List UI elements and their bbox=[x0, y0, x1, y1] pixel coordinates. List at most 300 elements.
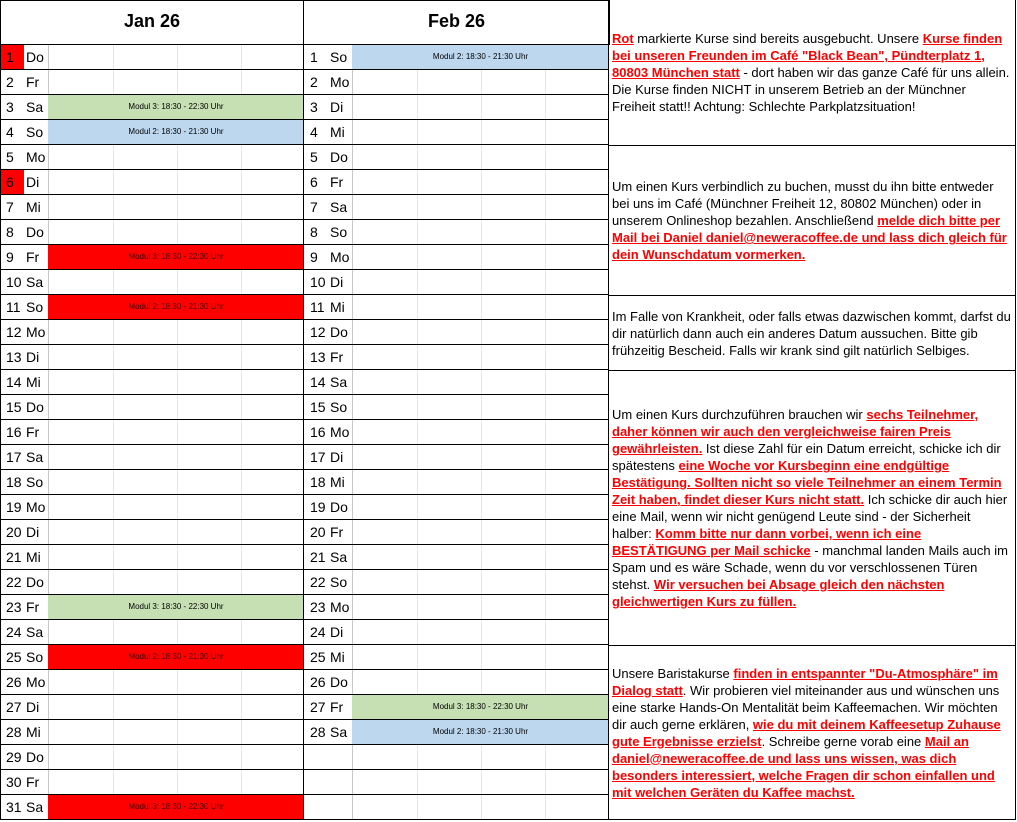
day-row bbox=[0, 195, 304, 220]
course-event[interactable]: Modul 3: 18:30 - 22:30 Uhr bbox=[48, 245, 304, 269]
cell-gridline bbox=[177, 770, 178, 794]
cell-gridline bbox=[177, 370, 178, 394]
day-row bbox=[0, 295, 304, 320]
day-number: 12 bbox=[6, 324, 22, 340]
weekday-label: So bbox=[26, 474, 44, 490]
weekday-label: Mo bbox=[330, 74, 350, 90]
weekday-label: Di bbox=[26, 349, 40, 365]
cell-gridline bbox=[417, 595, 418, 619]
cell-gridline bbox=[113, 445, 114, 469]
cell-gridline bbox=[481, 220, 482, 244]
cell-gridline bbox=[113, 220, 114, 244]
cell-gridline bbox=[241, 220, 242, 244]
cell-gridline bbox=[241, 395, 242, 419]
cell-gridline bbox=[481, 620, 482, 644]
day-cell bbox=[352, 745, 609, 769]
cell-gridline bbox=[417, 495, 418, 519]
day-row bbox=[304, 95, 609, 120]
weekday-label: So bbox=[26, 124, 44, 140]
day-cell bbox=[352, 545, 609, 569]
day-number: 26 bbox=[6, 674, 22, 690]
day-cell bbox=[48, 445, 304, 469]
weekday-label: Sa bbox=[330, 549, 348, 565]
day-number: 12 bbox=[310, 324, 326, 340]
cell-gridline bbox=[241, 70, 242, 94]
day-row bbox=[0, 395, 304, 420]
cell-gridline bbox=[241, 270, 242, 294]
weekday-label: Sa bbox=[26, 274, 44, 290]
day-number: 7 bbox=[310, 199, 318, 215]
day-cell bbox=[352, 370, 609, 394]
highlighted-text: Kurse finden bei unseren Freunden im Café "Black Bean", Pündterplatz 1, 80803 München statt bbox=[612, 31, 1003, 80]
weekday-label: Sa bbox=[330, 374, 348, 390]
cell-gridline bbox=[545, 620, 546, 644]
day-row bbox=[304, 345, 609, 370]
day-cell bbox=[352, 145, 609, 169]
weekday-label: Do bbox=[26, 749, 44, 765]
day-number: 17 bbox=[310, 449, 326, 465]
cell-gridline bbox=[177, 670, 178, 694]
day-row bbox=[0, 120, 304, 145]
weekday-label: Fr bbox=[330, 349, 344, 365]
body-text: Im Falle von Krankheit, oder falls etwas dazwischen kommt, darfst du dir natürlich dann auch ein anderes Datum aussuchen. Bitte gib frühzeitig Bescheid. Falls wir krank sind gilt natürlich Selbiges. bbox=[612, 308, 1011, 358]
cell-gridline bbox=[545, 370, 546, 394]
day-number: 31 bbox=[6, 799, 22, 815]
cell-gridline bbox=[241, 445, 242, 469]
day-row bbox=[0, 745, 304, 770]
day-number: 27 bbox=[310, 699, 326, 715]
day-row bbox=[304, 745, 609, 770]
weekday-label: Do bbox=[330, 499, 348, 515]
day-row bbox=[304, 170, 609, 195]
cell-gridline bbox=[113, 520, 114, 544]
cell-gridline bbox=[417, 320, 418, 344]
cell-gridline bbox=[545, 670, 546, 694]
cell-gridline bbox=[241, 420, 242, 444]
day-number: 3 bbox=[6, 99, 14, 115]
day-cell bbox=[48, 695, 304, 719]
day-number: 25 bbox=[6, 649, 22, 665]
month-title: Jan 26 bbox=[123, 11, 181, 31]
day-cell bbox=[352, 470, 609, 494]
day-cell bbox=[352, 420, 609, 444]
day-row bbox=[304, 370, 609, 395]
cell-gridline bbox=[113, 270, 114, 294]
day-number: 21 bbox=[310, 549, 326, 565]
course-event[interactable]: Modul 2: 18:30 - 21:30 Uhr bbox=[48, 120, 304, 144]
day-cell bbox=[48, 670, 304, 694]
weekday-label: Do bbox=[26, 224, 44, 240]
weekday-label: Fr bbox=[330, 174, 344, 190]
cell-gridline bbox=[177, 320, 178, 344]
cell-gridline bbox=[545, 120, 546, 144]
day-number: 10 bbox=[6, 274, 22, 290]
cell-gridline bbox=[481, 795, 482, 819]
cell-gridline bbox=[241, 570, 242, 594]
day-row bbox=[0, 270, 304, 295]
day-number: 14 bbox=[310, 374, 326, 390]
weekday-label: Di bbox=[330, 274, 344, 290]
cell-gridline bbox=[481, 95, 482, 119]
cell-gridline bbox=[177, 495, 178, 519]
info-text bbox=[612, 178, 1011, 263]
cell-gridline bbox=[113, 395, 114, 419]
cell-gridline bbox=[177, 620, 178, 644]
day-number: 18 bbox=[6, 474, 22, 490]
cell-gridline bbox=[113, 345, 114, 369]
cell-gridline bbox=[481, 345, 482, 369]
highlighted-text: Rot bbox=[612, 31, 634, 46]
weekday-label: So bbox=[26, 649, 44, 665]
day-row bbox=[304, 295, 609, 320]
month-header-feb bbox=[303, 0, 610, 45]
cell-gridline bbox=[417, 445, 418, 469]
day-row bbox=[0, 245, 304, 270]
cell-gridline bbox=[113, 420, 114, 444]
cell-gridline bbox=[177, 195, 178, 219]
day-number: 28 bbox=[6, 724, 22, 740]
cell-gridline bbox=[481, 745, 482, 769]
cell-gridline bbox=[417, 795, 418, 819]
cell-gridline bbox=[481, 195, 482, 219]
info-text bbox=[612, 665, 1011, 801]
cell-gridline bbox=[417, 345, 418, 369]
calendar-feb bbox=[304, 45, 609, 820]
info-block bbox=[609, 646, 1015, 820]
weekday-label: Sa bbox=[330, 724, 348, 740]
weekday-label: Di bbox=[330, 624, 344, 640]
cell-gridline bbox=[177, 570, 178, 594]
weekday-label: Do bbox=[26, 49, 44, 65]
cell-gridline bbox=[113, 70, 114, 94]
cell-gridline bbox=[113, 670, 114, 694]
day-number: 23 bbox=[6, 599, 22, 615]
course-event[interactable]: Modul 2: 18:30 - 21:30 Uhr bbox=[352, 45, 609, 69]
weekday-label: So bbox=[26, 299, 44, 315]
body-text: - manchmal landen Mails auch im Spam und es wäre Schade, wenn du vor verschlossenen Türen stehst. bbox=[612, 543, 1008, 592]
weekday-label: Do bbox=[26, 574, 44, 590]
cell-gridline bbox=[481, 245, 482, 269]
day-row bbox=[0, 370, 304, 395]
cell-gridline bbox=[417, 620, 418, 644]
cell-gridline bbox=[113, 570, 114, 594]
day-cell bbox=[352, 220, 609, 244]
day-row bbox=[0, 795, 304, 820]
cell-gridline bbox=[481, 420, 482, 444]
day-row bbox=[304, 695, 609, 720]
course-event[interactable]: Modul 3: 18:30 - 22:30 Uhr bbox=[48, 95, 304, 119]
day-number: 9 bbox=[310, 249, 318, 265]
weekday-label: Fr bbox=[330, 524, 344, 540]
cell-gridline bbox=[113, 195, 114, 219]
cell-gridline bbox=[177, 270, 178, 294]
cell-gridline bbox=[481, 570, 482, 594]
day-cell bbox=[48, 620, 304, 644]
day-cell bbox=[352, 670, 609, 694]
day-row bbox=[0, 420, 304, 445]
day-cell bbox=[352, 270, 609, 294]
day-number: 26 bbox=[310, 674, 326, 690]
day-row bbox=[0, 645, 304, 670]
weekday-label: Fr bbox=[26, 74, 40, 90]
cell-gridline bbox=[241, 45, 242, 69]
cell-gridline bbox=[241, 145, 242, 169]
cell-gridline bbox=[177, 445, 178, 469]
weekday-label: So bbox=[330, 224, 348, 240]
weekday-label: Di bbox=[26, 699, 40, 715]
cell-gridline bbox=[417, 670, 418, 694]
cell-gridline bbox=[177, 345, 178, 369]
cell-gridline bbox=[481, 295, 482, 319]
weekday-label: Mi bbox=[26, 199, 41, 215]
cell-gridline bbox=[177, 470, 178, 494]
cell-gridline bbox=[241, 320, 242, 344]
day-cell bbox=[48, 470, 304, 494]
weekday-label: Do bbox=[330, 674, 348, 690]
highlighted-text: finden in entspannter "Du-Atmosphäre" im Dialog statt bbox=[612, 665, 998, 698]
cell-gridline bbox=[177, 45, 178, 69]
cell-gridline bbox=[545, 520, 546, 544]
day-number: 29 bbox=[6, 749, 22, 765]
weekday-label: Fr bbox=[26, 424, 40, 440]
cell-gridline bbox=[113, 545, 114, 569]
day-row bbox=[304, 495, 609, 520]
highlighted-text: Komm bitte nur dann vorbei, wenn ich eine BESTÄTIGUNG per Mail schicke bbox=[612, 526, 922, 558]
cell-gridline bbox=[545, 645, 546, 669]
course-event[interactable]: Modul 3: 18:30 - 22:30 Uhr bbox=[352, 695, 609, 719]
cell-gridline bbox=[241, 520, 242, 544]
cell-gridline bbox=[417, 545, 418, 569]
cell-gridline bbox=[417, 95, 418, 119]
cell-gridline bbox=[545, 770, 546, 794]
day-cell bbox=[352, 120, 609, 144]
cell-gridline bbox=[545, 795, 546, 819]
day-number: 19 bbox=[310, 499, 326, 515]
cell-gridline bbox=[481, 595, 482, 619]
day-cell bbox=[352, 70, 609, 94]
day-number: 24 bbox=[310, 624, 326, 640]
day-number: 11 bbox=[310, 299, 325, 315]
day-row bbox=[304, 470, 609, 495]
day-number: 13 bbox=[6, 349, 22, 365]
cell-gridline bbox=[417, 520, 418, 544]
day-row bbox=[0, 345, 304, 370]
day-number: 19 bbox=[6, 499, 22, 515]
day-row bbox=[0, 770, 304, 795]
day-cell bbox=[48, 270, 304, 294]
cell-gridline bbox=[241, 195, 242, 219]
cell-gridline bbox=[241, 370, 242, 394]
weekday-label: Mi bbox=[330, 474, 345, 490]
day-number: 9 bbox=[6, 249, 14, 265]
month-header-jan bbox=[0, 0, 304, 45]
cell-gridline bbox=[481, 645, 482, 669]
cell-gridline bbox=[113, 695, 114, 719]
cell-gridline bbox=[177, 520, 178, 544]
cell-gridline bbox=[481, 545, 482, 569]
cell-gridline bbox=[177, 545, 178, 569]
day-number: 11 bbox=[6, 299, 21, 315]
day-row bbox=[304, 720, 609, 745]
day-cell bbox=[352, 770, 609, 794]
cell-gridline bbox=[177, 170, 178, 194]
cell-gridline bbox=[113, 470, 114, 494]
day-cell bbox=[48, 770, 304, 794]
day-row bbox=[304, 320, 609, 345]
cell-gridline bbox=[481, 320, 482, 344]
info-text bbox=[612, 308, 1011, 359]
cell-gridline bbox=[545, 245, 546, 269]
cell-gridline bbox=[241, 720, 242, 744]
cell-gridline bbox=[417, 770, 418, 794]
cell-gridline bbox=[113, 145, 114, 169]
day-cell bbox=[352, 345, 609, 369]
day-row bbox=[0, 45, 304, 70]
cell-gridline bbox=[545, 145, 546, 169]
day-number: 22 bbox=[310, 574, 326, 590]
cell-gridline bbox=[481, 495, 482, 519]
weekday-label: Di bbox=[26, 524, 40, 540]
day-number: 30 bbox=[6, 774, 22, 790]
day-number: 23 bbox=[310, 599, 326, 615]
day-number: 6 bbox=[310, 174, 318, 190]
cell-gridline bbox=[177, 145, 178, 169]
cell-gridline bbox=[481, 370, 482, 394]
weekday-label: Mi bbox=[330, 124, 345, 140]
day-number: 16 bbox=[6, 424, 22, 440]
info-text bbox=[612, 406, 1011, 610]
cell-gridline bbox=[417, 70, 418, 94]
day-cell bbox=[48, 545, 304, 569]
weekday-label: Do bbox=[330, 324, 348, 340]
cell-gridline bbox=[545, 295, 546, 319]
day-number: 2 bbox=[6, 74, 14, 90]
day-number: 3 bbox=[310, 99, 318, 115]
course-event[interactable]: Modul 3: 18:30 - 22:30 Uhr bbox=[48, 595, 304, 619]
weekday-label: So bbox=[330, 49, 348, 65]
cell-gridline bbox=[241, 470, 242, 494]
course-event[interactable]: Modul 2: 18:30 - 21:30 Uhr bbox=[352, 720, 609, 744]
cell-gridline bbox=[113, 370, 114, 394]
day-number: 17 bbox=[6, 449, 22, 465]
cell-gridline bbox=[241, 345, 242, 369]
body-text: Um einen Kurs durchzuführen brauchen wir bbox=[612, 407, 867, 422]
weekday-label: Di bbox=[330, 449, 344, 465]
course-event[interactable]: Modul 2: 18:30 - 21:30 Uhr bbox=[48, 295, 304, 319]
day-row bbox=[0, 495, 304, 520]
cell-gridline bbox=[241, 620, 242, 644]
cell-gridline bbox=[113, 320, 114, 344]
weekday-label: Sa bbox=[26, 99, 44, 115]
day-row bbox=[0, 670, 304, 695]
cell-gridline bbox=[177, 695, 178, 719]
course-event[interactable]: Modul 3: 18:30 - 22:30 Uhr bbox=[48, 795, 304, 819]
weekday-label: Mo bbox=[26, 674, 46, 690]
body-text: Ich schicke dir auch hier eine Mail, wenn wir nicht genügend Leute sind - der Sicherheit halber: bbox=[612, 492, 1008, 541]
info-text bbox=[612, 30, 1011, 115]
weekday-label: Sa bbox=[26, 624, 44, 640]
cell-gridline bbox=[545, 395, 546, 419]
day-row bbox=[304, 120, 609, 145]
day-row bbox=[304, 595, 609, 620]
weekday-label: Mo bbox=[26, 499, 46, 515]
day-row bbox=[304, 270, 609, 295]
weekday-label: Mo bbox=[330, 424, 350, 440]
cell-gridline bbox=[545, 420, 546, 444]
cell-gridline bbox=[545, 320, 546, 344]
cell-gridline bbox=[177, 220, 178, 244]
cell-gridline bbox=[241, 695, 242, 719]
day-row bbox=[0, 545, 304, 570]
cell-gridline bbox=[177, 745, 178, 769]
cell-gridline bbox=[417, 145, 418, 169]
day-cell bbox=[48, 370, 304, 394]
highlighted-text: Mail an daniel@neweracoffee.de und lass uns wissen, was dich besonders interessiert, welche Fragen dir schon einfallen und mit welchen Geräten du Kaffee machst. bbox=[612, 733, 995, 800]
info-block bbox=[609, 0, 1015, 146]
cell-gridline bbox=[545, 95, 546, 119]
day-number: 7 bbox=[6, 199, 14, 215]
body-text: . Wir probieren viel miteinander aus und wünschen uns eine starke Hands-On Mentalität beim Kaffeemachen. Wir möchten dir auch gerne erklären, bbox=[612, 682, 1000, 732]
day-cell bbox=[352, 620, 609, 644]
day-cell bbox=[48, 495, 304, 519]
info-block bbox=[609, 296, 1015, 371]
body-text: Ist diese Zahl für ein Datum erreicht, schicke ich dir spätestens bbox=[612, 441, 1001, 473]
cell-gridline bbox=[545, 470, 546, 494]
cell-gridline bbox=[241, 670, 242, 694]
day-row bbox=[304, 45, 609, 70]
weekday-label: Mo bbox=[26, 324, 46, 340]
day-cell bbox=[48, 395, 304, 419]
cell-gridline bbox=[113, 495, 114, 519]
day-row bbox=[0, 170, 304, 195]
weekday-label: Mi bbox=[26, 724, 41, 740]
cell-gridline bbox=[545, 545, 546, 569]
course-event[interactable]: Modul 2: 18:30 - 21:30 Uhr bbox=[48, 645, 304, 669]
weekday-label: Sa bbox=[26, 799, 44, 815]
cell-gridline bbox=[545, 745, 546, 769]
highlighted-text: sechs Teilnehmer, daher können wir auch den vergleichweise fairen Preis gewährleisten. bbox=[612, 407, 979, 456]
day-number: 5 bbox=[6, 149, 14, 165]
cell-gridline bbox=[241, 545, 242, 569]
cell-gridline bbox=[545, 345, 546, 369]
day-row bbox=[0, 95, 304, 120]
cell-gridline bbox=[417, 270, 418, 294]
cell-gridline bbox=[545, 70, 546, 94]
day-cell bbox=[352, 595, 609, 619]
day-number: 28 bbox=[310, 724, 326, 740]
day-number: 21 bbox=[6, 549, 22, 565]
weekday-label: Fr bbox=[26, 774, 40, 790]
weekday-label: Sa bbox=[330, 199, 348, 215]
day-cell bbox=[352, 445, 609, 469]
day-row bbox=[0, 445, 304, 470]
day-row bbox=[0, 70, 304, 95]
day-cell bbox=[352, 95, 609, 119]
day-row bbox=[304, 220, 609, 245]
cell-gridline bbox=[241, 745, 242, 769]
day-row bbox=[0, 520, 304, 545]
weekday-label: Mi bbox=[26, 549, 41, 565]
day-number: 14 bbox=[6, 374, 22, 390]
day-cell bbox=[48, 70, 304, 94]
body-text: markierte Kurse sind bereits ausgebucht. Unsere bbox=[633, 31, 923, 46]
weekday-label: Mi bbox=[26, 374, 41, 390]
cell-gridline bbox=[177, 420, 178, 444]
cell-gridline bbox=[481, 670, 482, 694]
cell-gridline bbox=[113, 770, 114, 794]
day-cell bbox=[352, 520, 609, 544]
body-text: - dort haben wir das ganze Café für uns allein. Die Kurse finden NICHT in unserem Betrieb an der Münchner Freiheit statt!! Achtung: Schlechte Parkplatzsituation! bbox=[612, 65, 1010, 114]
